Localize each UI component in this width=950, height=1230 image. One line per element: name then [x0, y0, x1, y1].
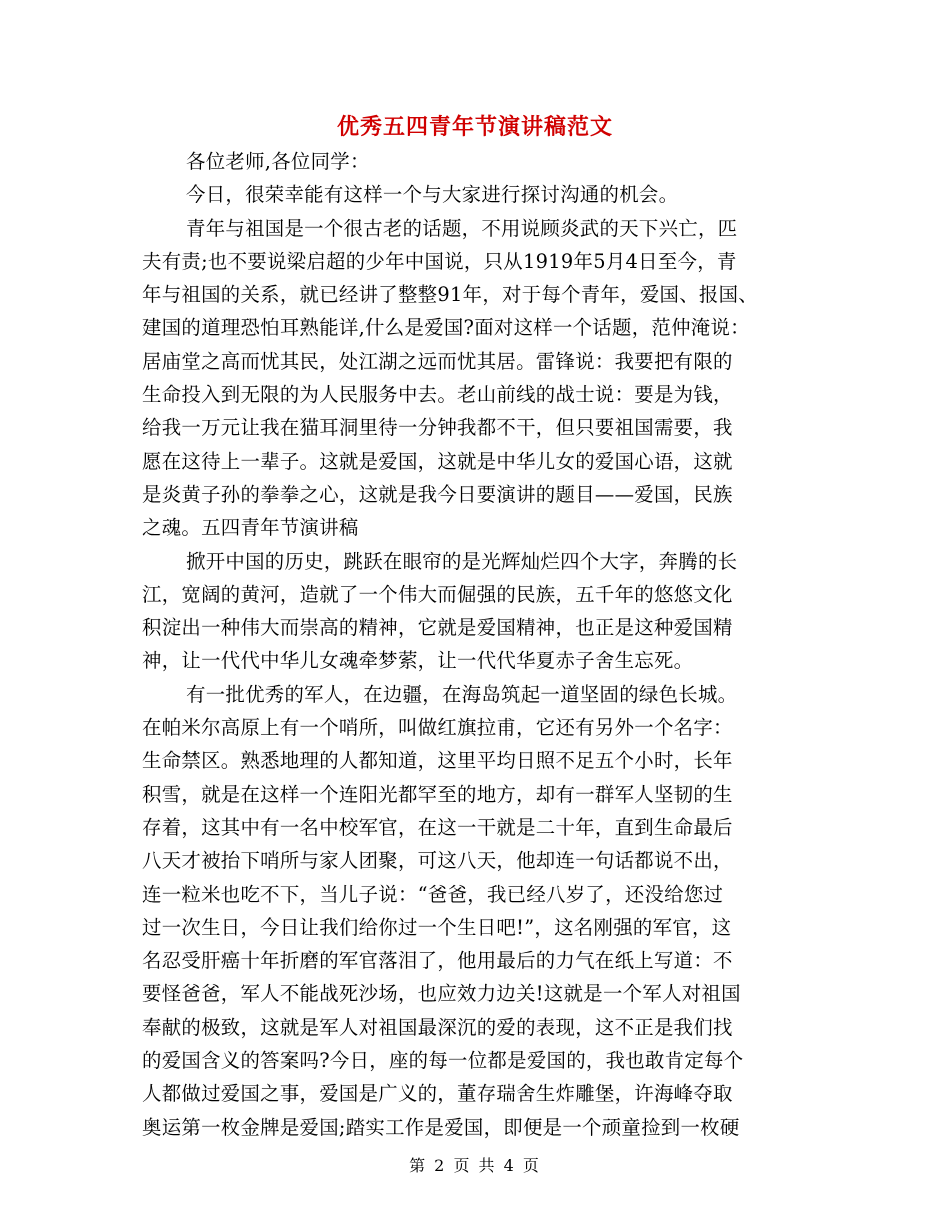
paragraph-line: 生命投入到无限的为人民服务中去。老山前线的战士说：要是为钱， — [142, 383, 733, 407]
paragraph-line: 的爱国含义的答案吗?今日，座的每一位都是爱国的，我也敢肯定每个 — [142, 1049, 744, 1073]
document-title: 优秀五四青年节演讲稿范文 — [336, 114, 613, 140]
paragraph-line: 名忍受肝癌十年折磨的军官落泪了，他用最后的力气在纸上写道：不 — [142, 949, 733, 973]
paragraph-line: 奥运第一枚金牌是爱国;踏实工作是爱国，即便是一个顽童捡到一枚硬 — [142, 1115, 740, 1139]
paragraph-line: 奉献的极致，这就是军人对祖国最深沉的爱的表现，这不正是我们找 — [142, 1015, 733, 1039]
paragraph-line: 要怪爸爸，军人不能战死沙场，也应效力边关!这就是一个军人对祖国 — [142, 982, 741, 1006]
page-number-footer: 第 2 页 共 4 页 — [409, 1156, 541, 1175]
paragraph-line: 夫有责;也不要说梁启超的少年中国说，只从1919年5月4日至今，青 — [142, 249, 737, 273]
paragraph-line: 生命禁区。熟悉地理的人都知道，这里平均日照不足五个小时，长年 — [142, 749, 733, 773]
paragraph-line: 人都做过爱国之事，爱国是广义的，董存瑞舍生炸雕堡，许海峰夺取 — [142, 1082, 733, 1106]
paragraph-line: 江，宽阔的黄河，造就了一个伟大而倔强的民族，五千年的悠悠文化 — [142, 582, 733, 606]
paragraph-line: 之魂。五四青年节演讲稿 — [142, 516, 359, 540]
paragraph-line: 积雪，就是在这样一个连阳光都罕至的地方，却有一群军人坚韧的生 — [142, 782, 733, 806]
paragraph-line: 是炎黄子孙的拳拳之心，这就是我今日要演讲的题目——爱国，民族 — [142, 482, 733, 506]
paragraph-line: 今日，很荣幸能有这样一个与大家进行探讨沟通的机会。 — [186, 183, 679, 207]
paragraph-line: 神，让一代代中华儿女魂牵梦萦，让一代代华夏赤子舍生忘死。 — [142, 649, 694, 673]
paragraph-line: 给我一万元让我在猫耳洞里待一分钟我都不干，但只要祖国需要，我 — [142, 416, 733, 440]
paragraph-line: 愿在这待上一辈子。这就是爱国，这就是中华儿女的爱国心语，这就 — [142, 449, 733, 473]
paragraph-line: 有一批优秀的军人，在边疆，在海岛筑起一道坚固的绿色长城。 — [186, 682, 738, 706]
document-body — [142, 145, 810, 1144]
paragraph-line: 各位老师,各位同学： — [186, 150, 370, 173]
paragraph-line: 连一粒米也吃不下，当儿子说：“爸爸，我已经八岁了，还没给您过 — [142, 882, 724, 906]
paragraph-line: 掀开中国的历史，跳跃在眼帘的是光辉灿烂四个大字，奔腾的长 — [186, 549, 738, 573]
paragraph-line: 八天才被抬下哨所与家人团聚，可这八天，他却连一句话都说不出， — [142, 849, 733, 873]
paragraph-line: 过一次生日，今日让我们给你过一个生日吧!”，这名刚强的军官，这 — [142, 915, 732, 939]
paragraph-line: 在帕米尔高原上有一个哨所，叫做红旗拉甫，它还有另外一个名字： — [142, 716, 733, 740]
paragraph-line: 年与祖国的关系，就已经讲了整整91年，对于每个青年，爱国、报国、 — [142, 283, 758, 307]
paragraph-line: 居庙堂之高而忧其民，处江湖之远而忧其居。雷锋说：我要把有限的 — [142, 349, 733, 373]
paragraph-line: 存着，这其中有一名中校军官，在这一干就是二十年，直到生命最后 — [142, 815, 733, 839]
paragraph-line: 建国的道理恐怕耳熟能详,什么是爱国?面对这样一个话题，范仲淹说： — [142, 316, 750, 340]
paragraph-line: 青年与祖国是一个很古老的话题，不用说顾炎武的天下兴亡，匹 — [186, 216, 738, 240]
paragraph-line: 积淀出一种伟大而崇高的精神，它就是爱国精神，也正是这种爱国精 — [142, 616, 733, 640]
